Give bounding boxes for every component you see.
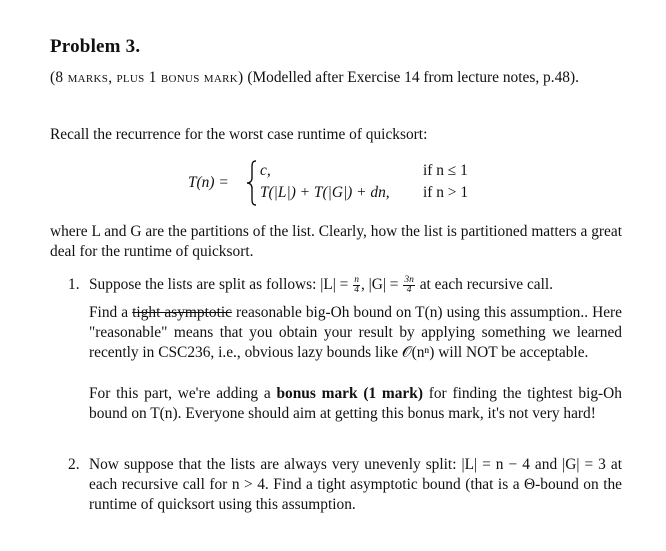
bonus-mark-label: bonus mark (1 mark): [276, 385, 423, 402]
item-1-find-paragraph: [89, 303, 622, 363]
fraction-n-over-4: $\frac{n}{4}$: [354, 274, 359, 295]
case1-condition: if n ≤ 1: [423, 162, 468, 179]
item-1-split-line: [89, 275, 622, 295]
item-1-bonus-paragraph: [89, 384, 622, 424]
fraction-3n-over-4: $\frac{3n}{4}$: [404, 274, 414, 295]
partition-explanation: where L and G are the partitions of the list. Clearly, how the list is partitioned matters a great deal for the runtime of quicksort.: [50, 223, 622, 260]
split-text-post: at each recursive call.: [419, 276, 554, 293]
recurrence-equation: [188, 160, 488, 208]
struck-text: tight asymptotic: [132, 304, 232, 321]
case2-value: T(|L|) + T(|G|) + dn,: [260, 184, 390, 201]
find-post: reasonable big-Oh bound on T(n) using this assumption.. Here "reasonable" means that you obtain your result by applying something we learned recently in CSC236, i.e., obvious lazy bounds like 𝒪(nⁿ) will NOT be acceptable.: [89, 304, 622, 361]
marks-label: (8 marks, plus 1 bonus mark): [50, 69, 244, 86]
modelled-note: (Modelled after Exercise 14 from lecture notes, p.48).: [247, 69, 579, 86]
case1-value: c,: [260, 162, 271, 179]
bonus-post: for finding the tightest big-Oh bound on T(n). Everyone should aim at getting this bonus mark, it's not very hard!: [89, 385, 622, 422]
split-text-mid: , |G| =: [360, 276, 399, 293]
item-1-number: 1.: [68, 276, 80, 293]
item-2-number: 2.: [68, 456, 80, 473]
case2-condition: if n > 1: [423, 184, 469, 201]
left-brace-icon: [246, 160, 258, 206]
recall-sentence: Recall the recurrence for the worst case runtime of quicksort:: [50, 126, 428, 143]
item-2-text: Now suppose that the lists are always very unevenly split: |L| = n − 4 and |G| = 3 at each recursive call for n > 4. Find a tight asymptotic bound (that is a Θ-bound on the runtime of quicksort using this assumption.: [89, 456, 622, 513]
recurrence-lhs: T(n) =: [188, 174, 229, 191]
problem-intro: [50, 68, 622, 88]
bonus-pre: For this part, we're adding a: [89, 385, 271, 402]
split-text-pre: Suppose the lists are split as follows: |L| =: [89, 276, 349, 293]
find-pre: Find a: [89, 304, 129, 321]
problem-title: Problem 3.: [50, 36, 141, 57]
